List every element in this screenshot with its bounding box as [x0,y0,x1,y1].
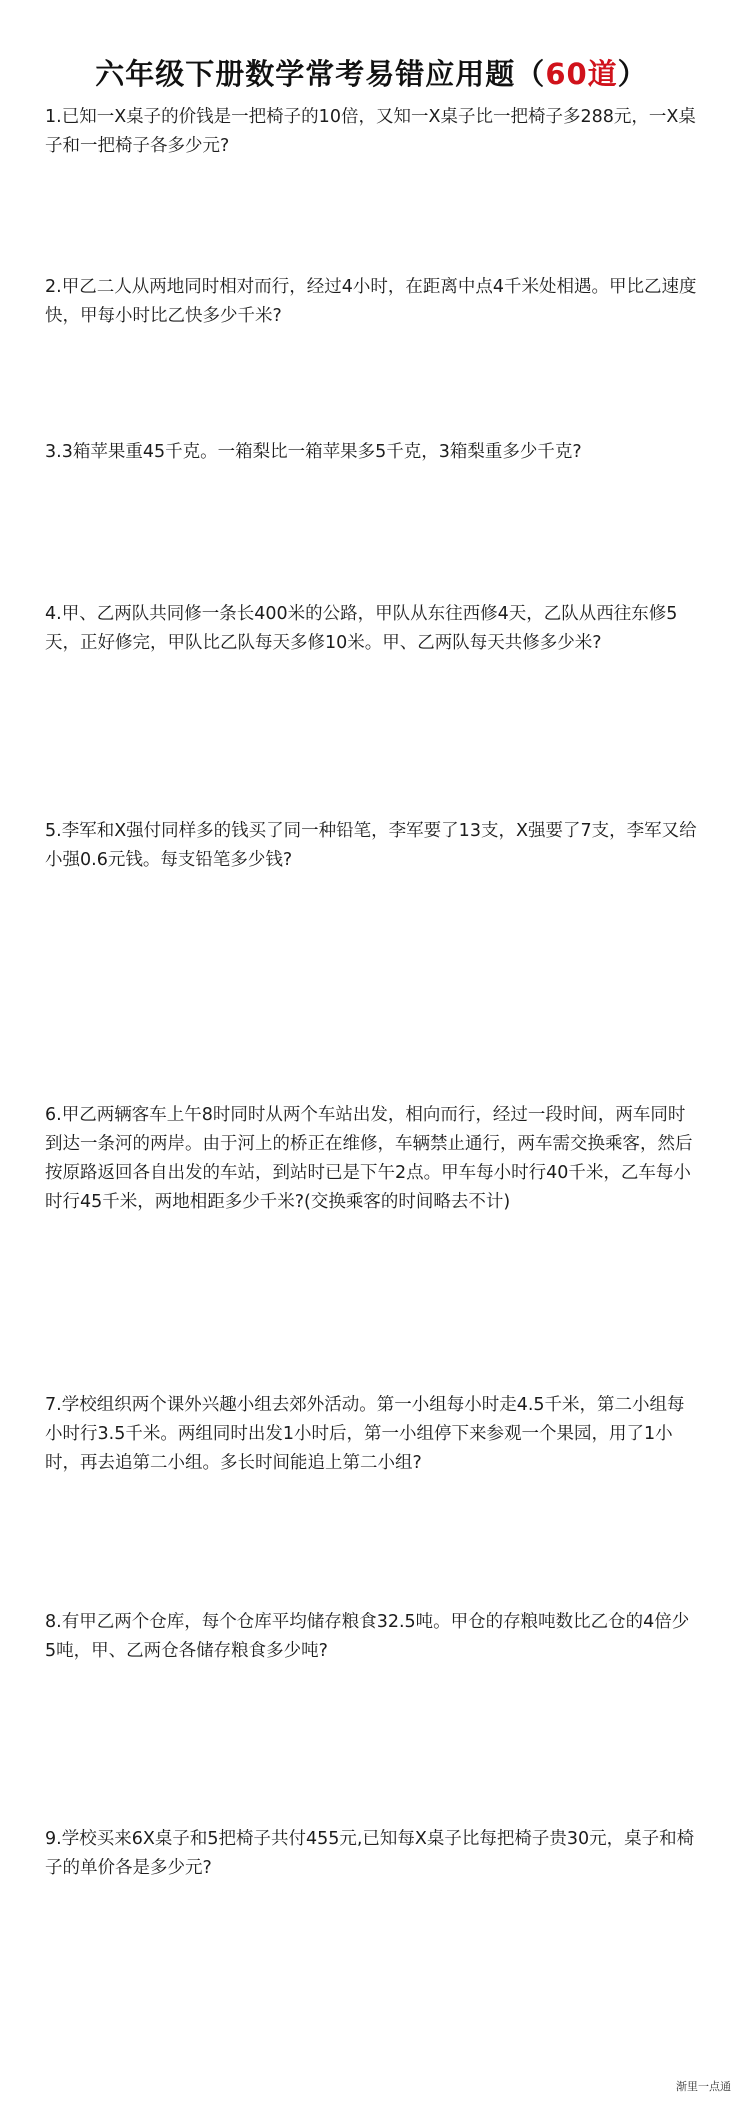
question-1: 1.已知一X桌子的价钱是一把椅子的10倍，又知一X桌子比一把椅子多288元，一X桌子和一把椅子各多少元? [45,107,696,156]
title-count: 60道 [545,57,618,91]
question-9: 9.学校买来6X桌子和5把椅子共付455元,已知每X桌子比每把椅子贵30元，桌子和椅子的单价各是多少元? [45,1829,695,1878]
footer-watermark: 渐里一点通 [676,2080,731,2093]
question-5: 5.李军和X强付同样多的钱买了同一种铅笔，李军要了13支，X强要了7支，李军又给小强0.6元钱。每支铅笔多少钱? [45,821,697,870]
question-6: 6.甲乙两辆客车上午8时同时从两个车站出发，相向而行，经过一段时间，两车同时到达一条河的两岸。由于河上的桥正在维修，车辆禁止通行，两车需交换乘客，然后按原路返回各自出发的车站，到站时已是下午2点。甲车每小时行40千米，乙车每小时行45千米，两地相距多少千米?(交换乘客的时间略去不计) [45,1105,693,1212]
question-2: 2.甲乙二人从两地同时相对而行，经过4小时，在距离中点4千米处相遇。甲比乙速度快，甲每小时比乙快多少千米? [45,277,697,326]
question-7: 7.学校组织两个课外兴趣小组去郊外活动。第一小组每小时走4.5千米，第二小组每小时行3.5千米。两组同时出发1小时后，第一小组停下来参观一个果园，用了1小时，再去追第二小组。多长时间能追上第二小组? [45,1395,685,1473]
question-8: 8.有甲乙两个仓库，每个仓库平均储存粮食32.5吨。甲仓的存粮吨数比乙仓的4倍少5吨，甲、乙两仓各储存粮食多少吨? [45,1612,690,1661]
title-main: 六年级下册数学常考易错应用题（ [95,57,546,91]
title-close: ） [617,57,648,91]
page-title [0,52,743,93]
question-4: 4.甲、乙两队共同修一条长400米的公路，甲队从东往西修4天，乙队从西往东修5天，正好修完，甲队比乙队每天多修10米。甲、乙两队每天共修多少米? [45,604,678,653]
question-3: 3.3箱苹果重45千克。一箱梨比一箱苹果多5千克，3箱梨重多少千克? [45,442,582,462]
